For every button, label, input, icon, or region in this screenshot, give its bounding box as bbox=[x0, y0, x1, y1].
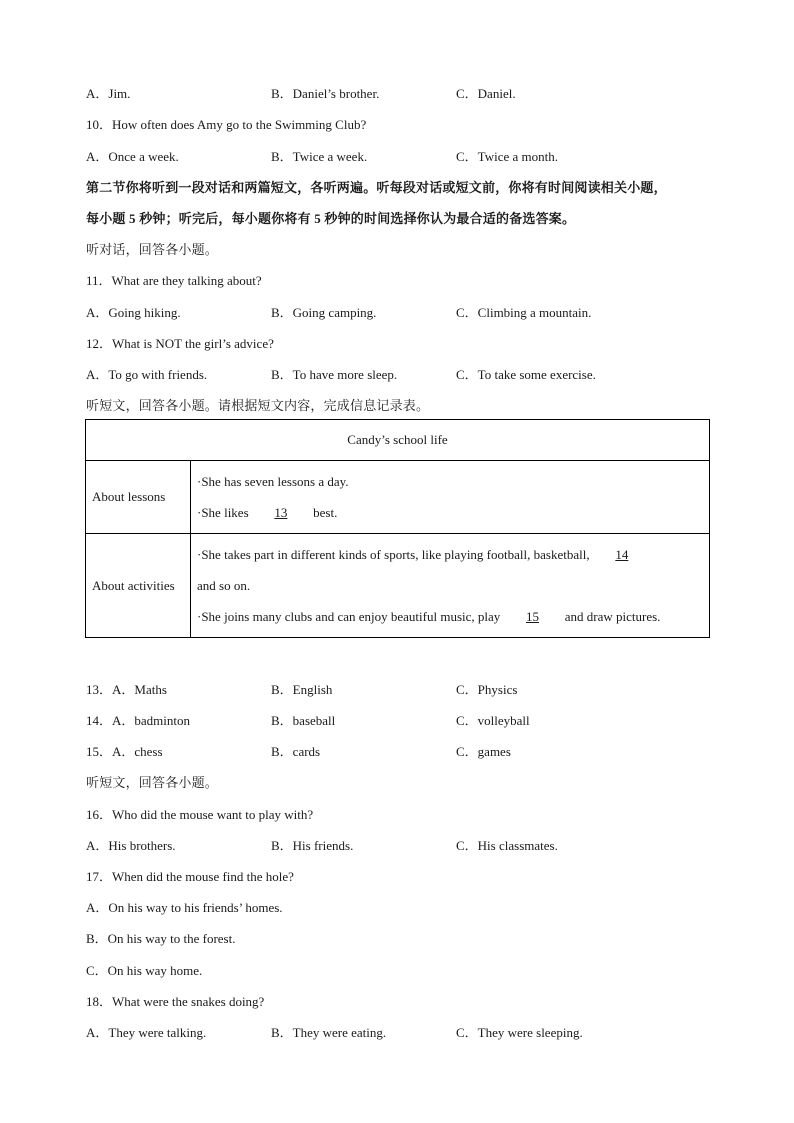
q17-option-b: B．On his way to the forest. bbox=[86, 931, 236, 946]
q16-option-a: A．His brothers. bbox=[86, 838, 176, 853]
q16-option-b: B．His friends. bbox=[271, 838, 354, 853]
q12-option-a: A．To go with friends. bbox=[86, 367, 208, 382]
q10-option-b: B．Twice a week. bbox=[271, 149, 368, 164]
section-2-instruction-line1: 第二节你将听到一段对话和两篇短文，各听两遍。听每段对话或短文前，你将有时间阅读相关小题， bbox=[86, 180, 667, 195]
passage-2-instruction: 听短文，回答各小题。 bbox=[86, 775, 219, 790]
question-17: 17．When did the mouse find the hole? bbox=[86, 869, 294, 884]
q15-option-c: C．games bbox=[456, 744, 511, 759]
activities-line-2: and so on. bbox=[197, 578, 251, 593]
question-12: 12．What is NOT the girl’s advice? bbox=[86, 336, 274, 351]
lessons-line-2 bbox=[197, 497, 703, 528]
option-b: B．Daniel’s brother. bbox=[271, 86, 380, 101]
q10-option-c: C．Twice a month. bbox=[456, 149, 558, 164]
blank-14: 14 bbox=[615, 547, 629, 562]
lessons-text-pre: ·She likes bbox=[197, 505, 249, 520]
lessons-line-1: ·She has seven lessons a day. bbox=[197, 474, 349, 489]
blank-13: 13 bbox=[274, 505, 288, 520]
q12-option-c: C．To take some exercise. bbox=[456, 367, 596, 382]
q13-option-b: B．English bbox=[271, 682, 333, 697]
row-label-lessons: About lessons bbox=[86, 461, 191, 534]
table-title: Candy’s school life bbox=[86, 420, 710, 461]
q14-option-c: C．volleyball bbox=[456, 713, 530, 728]
row-content-activities bbox=[191, 534, 710, 638]
q11-option-a: A．Going hiking. bbox=[86, 305, 181, 320]
lessons-text-post: best. bbox=[313, 505, 338, 520]
q12-option-b: B．To have more sleep. bbox=[271, 367, 398, 382]
q17-option-c: C．On his way home. bbox=[86, 963, 203, 978]
info-record-table bbox=[85, 419, 710, 638]
q10-option-a: A．Once a week. bbox=[86, 149, 179, 164]
row-content-lessons bbox=[191, 461, 710, 534]
activities-text-pre: ·She takes part in different kinds of sports, like playing football, basketball, bbox=[197, 547, 590, 562]
activities-clubs-text: ·She joins many clubs and can enjoy beautiful music, play bbox=[197, 609, 501, 624]
q13-option-a: 13．A．Maths bbox=[86, 682, 167, 697]
q11-option-b: B．Going camping. bbox=[271, 305, 377, 320]
q13-option-c: C．Physics bbox=[456, 682, 518, 697]
section-2-instruction-line2: 每小题 5 秒钟；听完后，每小题你将有 5 秒钟的时间选择你认为最合适的备选答案。 bbox=[86, 211, 576, 226]
option-c: C．Daniel. bbox=[456, 86, 516, 101]
activities-clubs-post: and draw pictures. bbox=[564, 609, 661, 624]
q17-option-a: A．On his way to his friends’ homes. bbox=[86, 900, 283, 915]
question-16: 16．Who did the mouse want to play with? bbox=[86, 807, 314, 822]
q14-option-a: 14．A．badminton bbox=[86, 713, 190, 728]
activities-line-3 bbox=[197, 601, 703, 632]
q18-option-a: A．They were talking. bbox=[86, 1025, 207, 1040]
question-18: 18．What were the snakes doing? bbox=[86, 994, 265, 1009]
blank-15: 15 bbox=[526, 609, 540, 624]
q15-option-b: B．cards bbox=[271, 744, 321, 759]
q18-option-b: B．They were eating. bbox=[271, 1025, 387, 1040]
q15-option-a: 15．A．chess bbox=[86, 744, 163, 759]
dialog-instruction: 听对话，回答各小题。 bbox=[86, 242, 219, 257]
q18-option-c: C．They were sleeping. bbox=[456, 1025, 583, 1040]
activities-line-1 bbox=[197, 539, 703, 570]
row-label-activities: About activities bbox=[86, 534, 191, 638]
passage-1-instruction: 听短文，回答各小题。请根据短文内容，完成信息记录表。 bbox=[86, 398, 430, 413]
q14-option-b: B．baseball bbox=[271, 713, 336, 728]
q11-option-c: C．Climbing a mountain. bbox=[456, 305, 592, 320]
question-10: 10．How often does Amy go to the Swimming Club? bbox=[86, 117, 367, 132]
option-a: A．Jim. bbox=[86, 86, 131, 101]
question-11: 11．What are they talking about? bbox=[86, 273, 262, 288]
q16-option-c: C．His classmates. bbox=[456, 838, 558, 853]
